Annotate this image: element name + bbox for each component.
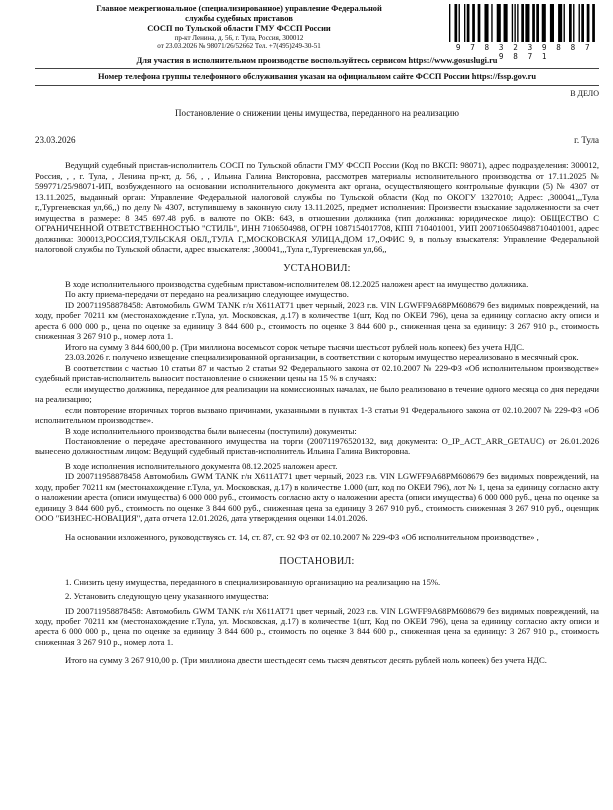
decree-paragraph: Постановление о передаче арестованного имущества на торги (200711976520132, вид документа: O_IP_ACT_ARR_GETAUC) от 26.01.2026 вынесено должностным лицом: Ведущий судебный пристав-исполнитель Ильина Галина Викторовна. bbox=[35, 436, 600, 457]
issuer-block bbox=[35, 0, 443, 62]
arrest-paragraph: В ходе исполнительного производства судебным приставом-исполнителем 08.12.2025 наложен арест на имущество должника. bbox=[65, 278, 529, 289]
document-header bbox=[35, 0, 599, 62]
barcode-block bbox=[449, 0, 599, 62]
issuer-ref-phone: от 23.03.2026 № 98071/26/52662 Тел. +7(495)249-30-51 bbox=[157, 41, 321, 50]
ustanovil-heading: УСТАНОВИЛ: bbox=[283, 262, 351, 274]
point-1: 1. Снизить цену имущества, переданного в специализированную организацию на реализацию на 15%. bbox=[65, 576, 441, 587]
total-1: Итого на сумму 3 844 600,00 р. (Три миллиона восемьсот сорок четыре тысячи шестьсот рублей ноль копеек) без учета НДС. bbox=[65, 341, 525, 352]
intro-paragraph: Ведущий судебный пристав-исполнитель СОСП по Тульской области ГМУ ФССП России (Код по ВКСП: 98071), адрес подразделения: 300012, Россия, , , г. Тула, , Ленина пр-кт, д. 56, , , Ильина Галина Викторовна, рассмотрев материалы исполнительного производства от 17.11.2025 № 599771/25/98071-ИП, возбужденного на основании исполнительного документа акт органа, осуществляющего контрольные функции (5) № 4307 от 13.11.2025, выданный орган: Управление Федеральной налоговой службы по Тульской области (Код по ОКОГУ 1327010; Адрес: ,300041,,,Тула г,,Тургеневская ул,66,,) по делу № 4307, вступившему в законную силу 13.11.2025, предмет исполнения: Произвести взыскание задолженности за счет имущества в размере: 8 345 697.48 руб. в валюте по ОКВ: 643, в отношении должника (тип должника: юридическое лицо): ОБЩЕСТВО С ОГРАНИЧЕННОЙ ОТВЕТСТВЕННОСТЬЮ "СТИЛЬ", ИНН 7106504988, ОГРН 1087154017708, КПП 710401001, УИП 2007106504988710401001, адрес должника: 300013,РОССИЯ,ТУЛЬСКАЯ ОБЛ,,ТУЛА Г,,МОСКОВСКАЯ УЛИЦА,ДОМ 17,,ОФИС 9, в пользу взыскателя: Управление Федеральной налоговой службы по Тульской области, адрес взыскателя: ,300041,,,Тула г,,Тургеневская ул,66,, bbox=[35, 160, 599, 255]
issued-docs-paragraph: В ходе исполнительного производства были вынесены (поступили) документы: bbox=[65, 425, 357, 436]
barcode-number: 9 7 8 3 2 3 9 8 8 7 9 8 7 1 bbox=[455, 43, 593, 62]
document-date: 23.03.2026 bbox=[35, 135, 76, 146]
case-2: если повторение вторичных торгов вызвано причинами, указанными в пунктах 1-3 статьи 91 Федерального закона от 02.10.2007 № 229-ФЗ «Об исполнительном производстве». bbox=[35, 404, 599, 426]
issuer-address: пр-кт Ленина, д. 56, г. Тула, Россия, 300012 bbox=[174, 33, 304, 42]
document-city: г. Тула bbox=[574, 135, 599, 146]
arrest-2-paragraph: В ходе исполнения исполнительного документа 08.12.2025 наложен арест. bbox=[65, 460, 338, 471]
case-1: если имущество должника, переданное для реализации на комиссионных началах, не было реализовано в течение одного месяца со дня передачи на реализацию; bbox=[35, 383, 599, 405]
act-intro-paragraph: По акту приема-передачи от передано на реализацию следующее имущество. bbox=[65, 289, 349, 300]
total-2: Итого на сумму 3 267 910,00 р. (Три миллиона двести шестьдесят семь тысяч девятьсот десять рублей ноль копеек) без учета НДС. bbox=[65, 655, 547, 666]
document-title: Постановление о снижении цены имущества, переданного на реализацию bbox=[175, 108, 459, 119]
gosuslugi-note: Для участия в исполнительном производстве воспользуйтесь сервисом https://www.gosuslugi.ru bbox=[136, 56, 498, 65]
property-item-1: ID 200711958878458: Автомобиль GWM TANK г/н Х611АТ71 цвет черный, 2023 г.в. VIN LGWFF9A68PM608679 без видимых повреждений, на ходу, пробег 70211 км (местонахождение г.Тула, ул. Московская, д.17) в количестве 1(шт, Код по ОКЕИ 796), цена за единицу согласно акту описи и ареста 6 000 000 р., цена по оценке за единицу 3 844 600 р., стоимость по оценке 3 844 600 р., сниженная цена за единицу: 3 267 910 р., стоимость сниженная 3 267 910 р., номер лота 1. bbox=[35, 299, 599, 342]
vdelo-mark: В ДЕЛО bbox=[570, 88, 599, 98]
barcode-icon bbox=[449, 4, 599, 42]
issuer-name-line2: службы судебных приставов bbox=[185, 13, 293, 23]
header-divider bbox=[35, 68, 599, 69]
date-city-row bbox=[35, 135, 599, 146]
notice-paragraph: 23.03.2026 г. получено извещение специализированной организации, в соответствии с которым имущество нереализовано в месячный срок. bbox=[65, 352, 579, 363]
issuer-name-line1: Главное межрегиональное (специализированное) управление Федеральной bbox=[96, 4, 382, 13]
point-2: 2. Установить следующую цену указанного имущества: bbox=[65, 591, 269, 602]
property-item-3: ID 200711958878458: Автомобиль GWM TANK г/н Х611АТ71 цвет черный, 2023 г.в. VIN LGWFF9A68PM608679 без видимых повреждений, на ходу, пробег 70211 км (местонахождение г.Тула, ул. Московская, д.17) в количестве 1(шт, Код по ОКЕИ 796), цена за единицу согласно акту описи и ареста 6 000 000 р., цена по оценке за единицу 3 844 600 р., стоимость по оценке 3 844 600 р., сниженная цена за единицу: 3 267 910 р., стоимость сниженная 3 267 910 р., номер лота 1. bbox=[35, 605, 599, 647]
phone-note: Номер телефона группы телефонного обслуживания указан на официальном сайте ФССП России https://fssp.gov.ru bbox=[97, 72, 537, 82]
header-divider-2 bbox=[35, 85, 599, 86]
property-item-2: ID 200711958878458 Автомобиль GWM TANK г/н Х611АТ71 цвет черный, 2023 г.в. VIN LGWFF9A68PM608679 без видимых повреждений, на ходу, пробег 70211 км (местонахождение г.Тула, ул. Московская, д.17) в количестве 1.000 (шт, код по ОКЕИ 796), лот № 1, цена за единицу согласно акту о наложении ареста (описи имущества) 6 000 000 руб., стоимость согласно акту о наложении ареста (описи имущества) 6 000 000 руб., цена по оценке за единицу 3 844 600 руб., стоимость по оценке 3 844 600 руб., сниженная цена за единицу 3 267 910 руб., стоимость сниженная 3 267 910 руб., оценщик ООО "БИЗНЕС-НОВАЦИЯ", дата отчета 12.01.2026, дата утверждения оценки 14.01.2026. bbox=[35, 471, 599, 524]
basis-paragraph: На основании изложенного, руководствуясь ст. 14, ст. 87, ст. 92 ФЗ от 02.10.2007 № 229-ФЗ «Об исполнительном производстве» , bbox=[65, 531, 539, 542]
postanovil-heading: ПОСТАНОВИЛ: bbox=[279, 556, 355, 568]
issuer-name-line3: СОСП по Тульской области ГМУ ФССП России bbox=[147, 23, 331, 33]
law-paragraph: В соответствии с частью 10 статьи 87 и частью 2 статьи 92 Федерального закона от 02.10.2007 № 229-ФЗ «Об исполнительном производстве» судебный пристав-исполнитель выносит постановление о снижении цены на 15 % в случаях: bbox=[35, 362, 599, 384]
